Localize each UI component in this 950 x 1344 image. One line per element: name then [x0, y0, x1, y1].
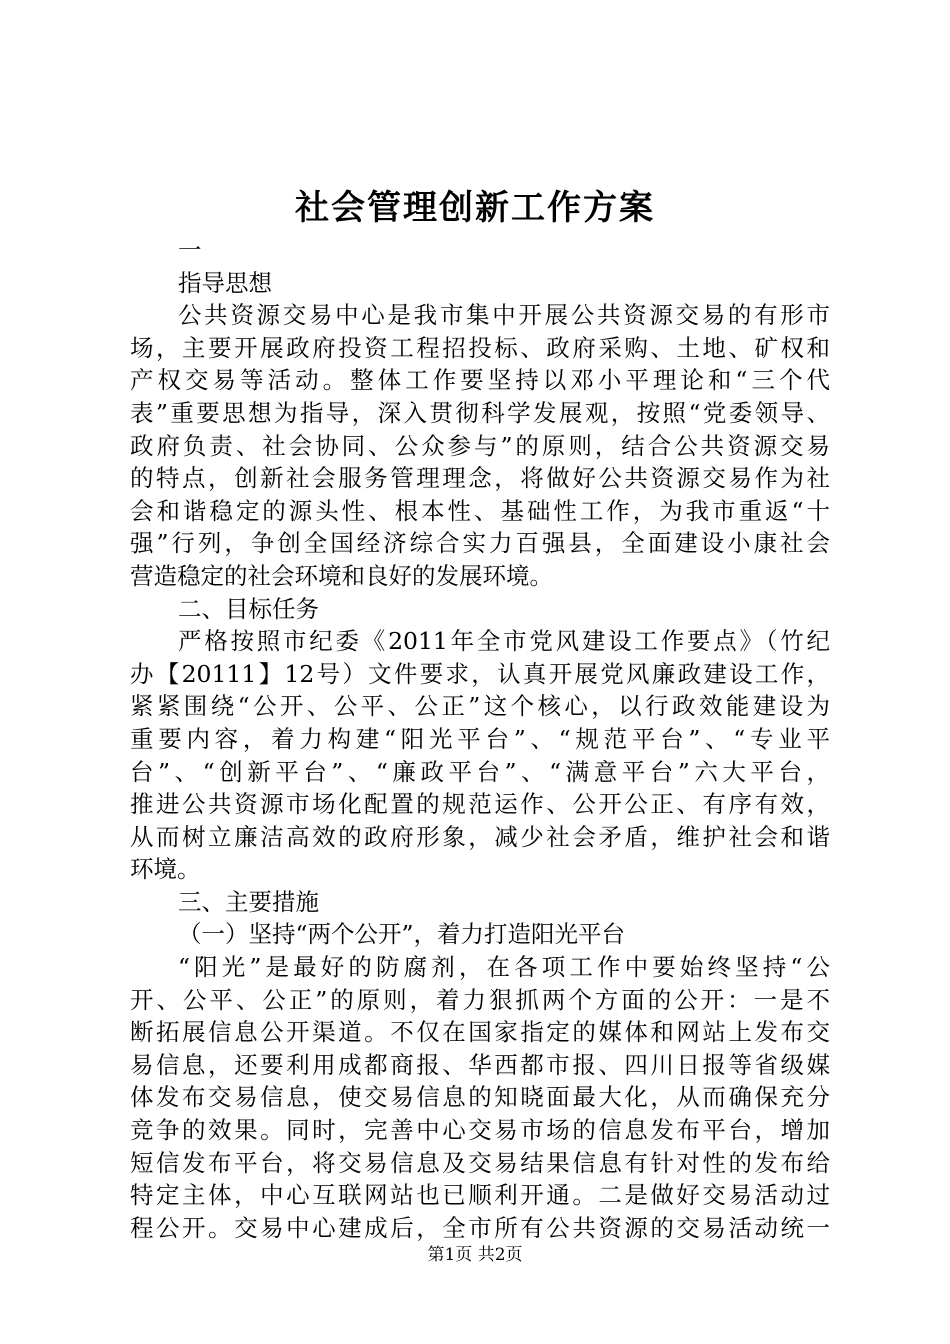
text-line: （一）坚持“两个公开”，着力打造阳光平台 — [178, 920, 626, 949]
text-line: 体发布交易信息，使交易信息的知晓面最大化，从而确保充分 — [130, 1083, 830, 1112]
text-line: 断拓展信息公开渠道。不仅在国家指定的媒体和网站上发布交 — [130, 1018, 830, 1047]
text-line: 公共资源交易中心是我市集中开展公共资源交易的有形市 — [178, 301, 830, 330]
text-line: 台”、“创新平台”、“廉政平台”、“满意平台”六大平台， — [130, 757, 830, 786]
text-line: 强”行列，争创全国经济综合实力百强县，全面建设小康社会 — [130, 529, 830, 558]
text-line: 易信息，还要利用成都商报、华西都市报、四川日报等省级媒 — [130, 1050, 830, 1079]
text-line: 开、公平、公正”的原则，着力狠抓两个方面的公开：一是不 — [130, 985, 830, 1014]
text-line: 竞争的效果。同时，完善中心交易市场的信息发布平台，增加 — [130, 1116, 830, 1145]
text-line: 严格按照市纪委《2011年全市党风建设工作要点》（竹纪 — [178, 627, 830, 656]
text-line: 会和谐稳定的源头性、根本性、基础性工作，为我市重返“十 — [130, 496, 830, 525]
text-line: 环境。 — [130, 855, 201, 884]
text-line: 的特点，创新社会服务管理理念，将做好公共资源交易作为社 — [130, 464, 830, 493]
page-footer: 第1页 共2页 — [427, 1245, 523, 1265]
text-line: 表”重要思想为指导，深入贯彻科学发展观，按照“党委领导、 — [130, 398, 830, 427]
text-line: 推进公共资源市场化配置的规范运作、公开公正、有序有效， — [130, 790, 830, 819]
text-line: “阳光”是最好的防腐剂，在各项工作中要始终坚持“公 — [178, 953, 830, 982]
text-line: 一 — [178, 236, 202, 264]
text-line: 从而树立廉洁高效的政府形象，减少社会矛盾，维护社会和谐 — [130, 822, 830, 851]
text-line: 短信发布平台，将交易信息及交易结果信息有针对性的发布给 — [130, 1148, 830, 1177]
text-line: 特定主体，中心互联网站也已顺利开通。二是做好交易活动过 — [130, 1181, 830, 1210]
text-line: 紧紧围绕“公开、公平、公正”这个核心，以行政效能建设为 — [130, 692, 830, 721]
text-line: 营造稳定的社会环境和良好的发展环境。 — [130, 561, 553, 590]
text-line: 三、主要措施 — [178, 887, 319, 916]
page-title: 社会管理创新工作方案 — [295, 188, 655, 228]
text-line: 场，主要开展政府投资工程招投标、政府采购、土地、矿权和 — [130, 333, 830, 362]
text-line: 重要内容，着力构建“阳光平台”、“规范平台”、“专业平 — [130, 724, 830, 753]
text-line: 程公开。交易中心建成后，全市所有公共资源的交易活动统一 — [130, 1213, 830, 1242]
text-line: 政府负责、社会协同、公众参与”的原则，结合公共资源交易 — [130, 431, 830, 460]
document-body — [130, 234, 830, 1244]
text-line: 二、目标任务 — [178, 594, 319, 623]
text-line: 办【20111】12号）文件要求，认真开展党风廉政建设工作， — [130, 659, 830, 688]
text-line: 指导思想 — [178, 268, 272, 297]
text-line: 产权交易等活动。整体工作要坚持以邓小平理论和“三个代 — [130, 366, 830, 395]
